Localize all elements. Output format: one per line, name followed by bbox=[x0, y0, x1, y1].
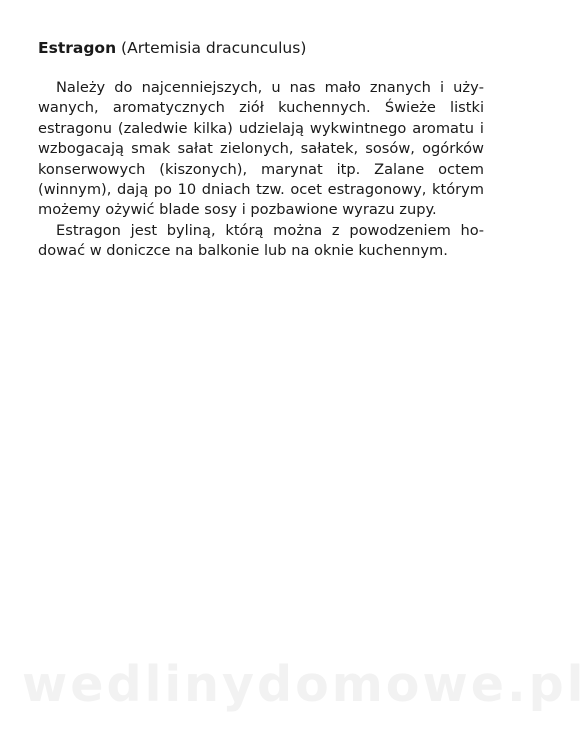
entry-heading bbox=[38, 38, 484, 58]
document-page bbox=[38, 38, 484, 262]
entry-latin-name: (Artemisia dracunculus) bbox=[121, 39, 307, 57]
site-watermark: wedlinydomowe.pl bbox=[22, 656, 586, 713]
paragraph-description: Należy do najcenniejszych, u nas mało znanych i używanych, aromatycznych ziół kuchennych. Świeże listki estragonu (zaledwie kilka) udzielają wykwintnego aromatu i wzbogacają smak sałat zielonych, sałatek, sosów, ogórków konserwowych (kiszonych), marynat itp. Zalane octem (winnym), dają po 10 dniach tzw. ocet estragonowy, którym możemy ożywić blade sosy i pozbawione wyrazu zupy. bbox=[38, 79, 484, 219]
entry-term: Estragon bbox=[38, 39, 117, 57]
paragraph-cultivation: Estragon jest byliną, którą można z powodzeniem hodować w doniczce na balkonie lub na oknie kuchennym. bbox=[38, 221, 484, 260]
entry-body bbox=[38, 78, 484, 262]
